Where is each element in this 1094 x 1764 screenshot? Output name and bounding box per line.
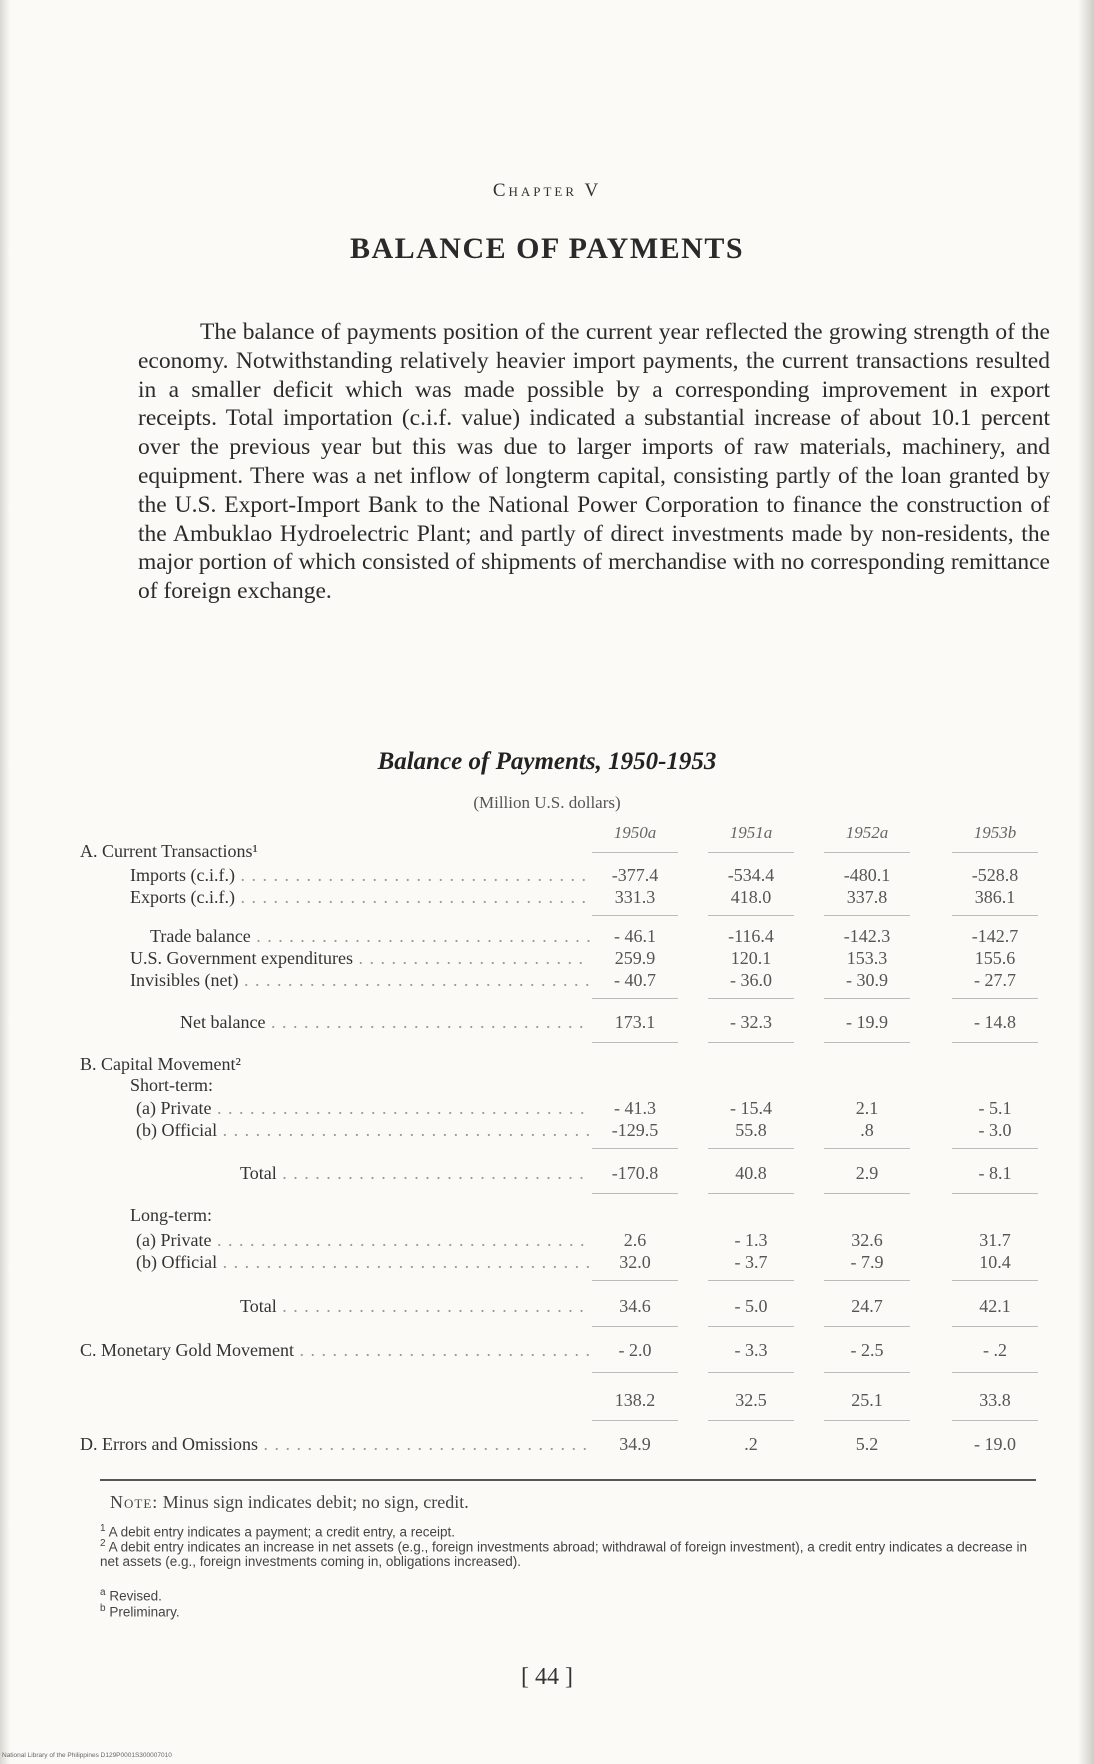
footnote-mark: 1 <box>100 1523 106 1534</box>
table-cell: .8 <box>860 1120 874 1140</box>
table-cell: - 8.1 <box>978 1163 1012 1183</box>
table-row <box>80 841 1040 867</box>
table-cell: 155.6 <box>974 948 1016 968</box>
note-prefix: Note: <box>110 1492 159 1512</box>
row-label: Net balance . . . <box>180 1012 590 1033</box>
subtotal-rule <box>824 1193 910 1194</box>
row-label: A. Current Transactions¹ <box>80 841 258 861</box>
row-label: Total . . . <box>240 1296 590 1317</box>
column-header: 1951a <box>729 823 773 842</box>
row-label: Trade balance . . . <box>150 926 590 947</box>
subtotal-rule <box>824 1042 910 1043</box>
body-paragraph: The balance of payments position of the current year reflected the growing strength of the economy. Notwithstanding relatively heavier import payments, the current transactions resulted in a smaller deficit which was made possible by a corresponding improvement in export receipts. Total importation (c.i.f. value) indicated a substantial increase of about 10.1 percent over the previous year but this was due to larger imports of raw materials, machinery, and equipment. There was a net inflow of longterm capital, consisting partly of the loan granted by the U.S. Export-Import Bank to the National Power Corporation to finance the construction of the Ambuklao Hydroelectric Plant; and partly of direct investments made by non-residents, the major portion of which consisted of shipments of merchandise with no corresponding remittance of foreign exchange. <box>138 319 1050 605</box>
table-cell: 24.7 <box>851 1296 883 1316</box>
row-label: Total . . . <box>240 1163 590 1184</box>
row-label: D. Errors and Omissions . . . <box>80 1434 590 1455</box>
table-cell: -116.4 <box>728 926 774 946</box>
subtotal-rule <box>952 1042 1038 1043</box>
subtotal-rule <box>824 915 910 916</box>
table-bottom-rule <box>100 1479 1036 1481</box>
table-subtitle: (Million U.S. dollars) <box>473 793 621 812</box>
table-cell: - 27.7 <box>974 970 1016 990</box>
row-label: (b) Official . . . <box>136 1120 590 1141</box>
footnote-text: Revised. <box>109 1588 162 1604</box>
table-cell: .2 <box>744 1434 758 1454</box>
footnote-text: Preliminary. <box>109 1604 180 1620</box>
table-cell: - .2 <box>983 1340 1007 1360</box>
footnote <box>100 1537 1040 1569</box>
table-cell: 153.3 <box>846 948 888 968</box>
column-header: 1952a <box>845 823 889 842</box>
table-cell: - 46.1 <box>614 926 656 946</box>
subtotal-rule <box>708 1280 794 1281</box>
subtotal-rule <box>952 998 1038 999</box>
table-cell: 31.7 <box>979 1230 1011 1250</box>
table-cell: - 36.0 <box>730 970 772 990</box>
table-cell: -142.3 <box>843 926 891 946</box>
library-watermark: National Library of the Philippines D129P0001S300007010 <box>2 1752 172 1759</box>
table-cell: 25.1 <box>851 1390 883 1410</box>
table-cell: - 15.4 <box>730 1098 772 1118</box>
table-cell: 34.6 <box>619 1296 651 1316</box>
row-label: Long-term: <box>130 1205 212 1225</box>
table-row <box>80 1390 1040 1416</box>
column-header: 1953b <box>973 823 1017 842</box>
table-cell: - 40.7 <box>614 970 656 990</box>
table-note <box>110 1492 469 1513</box>
subtotal-rule <box>824 1280 910 1281</box>
table-cell: - 7.9 <box>850 1252 884 1272</box>
table-cell: 32.5 <box>735 1390 767 1410</box>
table-row <box>80 1434 1040 1460</box>
table-cell: 418.0 <box>730 887 772 907</box>
table-cell: 259.9 <box>614 948 656 968</box>
table-cell: 2.1 <box>855 1098 879 1118</box>
table-row <box>80 1340 1040 1366</box>
table-cell: - 2.5 <box>850 1340 884 1360</box>
subtotal-rule <box>952 1280 1038 1281</box>
table-cell: -129.5 <box>611 1120 659 1140</box>
table-cell: - 3.3 <box>734 1340 768 1360</box>
subtotal-rule <box>592 915 678 916</box>
table-cell: 337.8 <box>846 887 888 907</box>
row-label: (a) Private . . . <box>136 1230 590 1251</box>
table-row <box>80 1296 1040 1322</box>
table-cell: 173.1 <box>614 1012 656 1032</box>
row-label: Imports (c.i.f.) . . . <box>130 865 590 886</box>
row-label: Exports (c.i.f.) . . . <box>130 887 590 908</box>
subtotal-rule <box>952 1193 1038 1194</box>
subtotal-rule <box>824 998 910 999</box>
row-label: U.S. Government expenditures . . . <box>130 948 590 969</box>
table-cell: 138.2 <box>614 1390 656 1410</box>
subtotal-rule <box>708 1042 794 1043</box>
subtotal-rule <box>952 1420 1038 1421</box>
subtotal-rule <box>708 1148 794 1149</box>
table-cell: 34.9 <box>619 1434 651 1454</box>
page-title: BALANCE OF PAYMENTS <box>349 232 745 265</box>
subtotal-rule <box>592 1148 678 1149</box>
page-number: [ 44 ] <box>521 1664 573 1690</box>
table-cell: -528.8 <box>971 865 1019 885</box>
subtotal-rule <box>592 1326 678 1327</box>
subtotal-rule <box>824 1326 910 1327</box>
table-cell: 331.3 <box>614 887 656 907</box>
subtotal-rule <box>824 1372 910 1373</box>
subtotal-rule <box>824 1148 910 1149</box>
column-header: 1950a <box>613 823 657 842</box>
table-cell: 55.8 <box>735 1120 767 1140</box>
subtotal-rule <box>824 1420 910 1421</box>
subtotal-rule <box>708 1193 794 1194</box>
table-row <box>80 1163 1040 1189</box>
table-row <box>80 1205 1040 1231</box>
table-cell: 32.0 <box>619 1252 651 1272</box>
table-cell: -377.4 <box>611 865 659 885</box>
table-cell: 33.8 <box>979 1390 1011 1410</box>
footnote <box>100 1602 1040 1620</box>
subtotal-rule <box>708 1326 794 1327</box>
table-cell: - 19.0 <box>974 1434 1016 1454</box>
table-cell: 10.4 <box>979 1252 1011 1272</box>
table-cell: 386.1 <box>974 887 1016 907</box>
table-cell: -170.8 <box>611 1163 659 1183</box>
table-cell: - 3.0 <box>978 1120 1012 1140</box>
table-row <box>80 1120 1040 1146</box>
table-cell: 42.1 <box>979 1296 1011 1316</box>
table-cell: - 32.3 <box>730 1012 772 1032</box>
table-cell: -142.7 <box>971 926 1019 946</box>
table-cell: - 1.3 <box>734 1230 768 1250</box>
table-cell: - 3.7 <box>734 1252 768 1272</box>
row-label: Short-term: <box>130 1075 213 1095</box>
table-cell: 120.1 <box>730 948 772 968</box>
subtotal-rule <box>708 998 794 999</box>
subtotal-rule <box>592 998 678 999</box>
table-cell: -480.1 <box>843 865 891 885</box>
footnote-mark: 2 <box>100 1538 106 1549</box>
note-text: Minus sign indicates debit; no sign, credit. <box>162 1492 469 1512</box>
subtotal-rule <box>592 1042 678 1043</box>
subtotal-rule <box>952 1372 1038 1373</box>
subtotal-rule <box>592 1372 678 1373</box>
table-cell: - 30.9 <box>846 970 888 990</box>
row-label: (a) Private . . . <box>136 1098 590 1119</box>
chapter-heading: Chapter V <box>492 180 602 201</box>
row-label: B. Capital Movement² <box>80 1054 241 1074</box>
footnote-text: A debit entry indicates an increase in net assets (e.g., foreign investments abroad; withdrawal of foreign investment), a credit entry indicates a decrease in net assets (e.g., foreign investments coming in, obligations increased). <box>100 1539 1028 1569</box>
table-cell: 40.8 <box>735 1163 767 1183</box>
table-cell: 2.6 <box>623 1230 647 1250</box>
table-cell: 5.2 <box>855 1434 879 1454</box>
table-cell: - 19.9 <box>846 1012 888 1032</box>
table-cell: - 41.3 <box>614 1098 656 1118</box>
subtotal-rule <box>952 915 1038 916</box>
table-cell: 32.6 <box>851 1230 883 1250</box>
row-label: Invisibles (net) . . . <box>130 970 590 991</box>
subtotal-rule <box>592 1280 678 1281</box>
table-cell: - 14.8 <box>974 1012 1016 1032</box>
subtotal-rule <box>708 1420 794 1421</box>
subtotal-rule <box>708 915 794 916</box>
table-cell: - 2.0 <box>618 1340 652 1360</box>
subtotal-rule <box>592 1193 678 1194</box>
footnote <box>100 1586 1040 1604</box>
table-cell: 2.9 <box>855 1163 879 1183</box>
footnote-text: A debit entry indicates a payment; a credit entry, a receipt. <box>108 1524 456 1540</box>
row-label: C. Monetary Gold Movement . . . <box>80 1340 590 1361</box>
table-title: Balance of Payments, 1950-1953 <box>377 748 717 775</box>
row-label: (b) Official . . . <box>136 1252 590 1273</box>
subtotal-rule <box>708 1372 794 1373</box>
table-cell: - 5.0 <box>734 1296 768 1316</box>
subtotal-rule <box>952 1326 1038 1327</box>
table-row <box>80 1252 1040 1278</box>
subtotal-rule <box>952 1148 1038 1149</box>
footnote-mark: b <box>100 1603 106 1614</box>
table-cell: - 5.1 <box>978 1098 1012 1118</box>
table-row <box>80 1012 1040 1038</box>
subtotal-rule <box>592 1420 678 1421</box>
footnote-mark: a <box>100 1587 106 1598</box>
table-cell: -534.4 <box>727 865 775 885</box>
table-row <box>80 887 1040 913</box>
table-row <box>80 970 1040 996</box>
